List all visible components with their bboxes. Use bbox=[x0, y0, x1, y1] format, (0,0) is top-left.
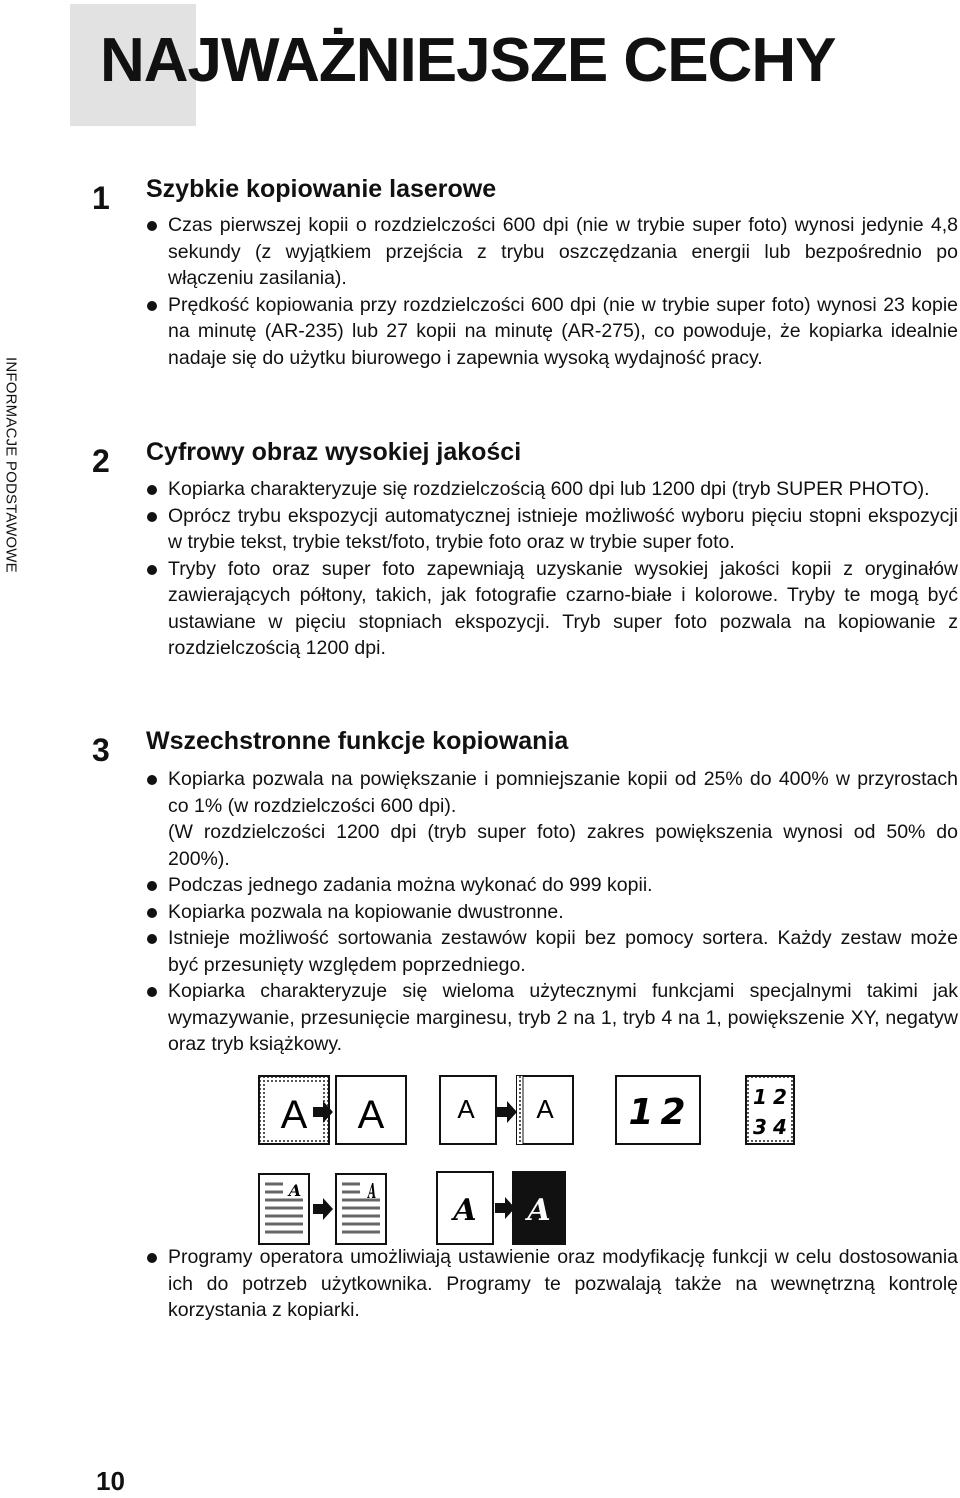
list-item: Kopiarka charakteryzuje się rozdzielczością 600 dpi lub 1200 dpi (tryb SUPER PHOTO). bbox=[146, 476, 958, 503]
svg-text:A: A bbox=[357, 1093, 385, 1137]
section-number: 3 bbox=[92, 732, 110, 768]
list-item: Kopiarka charakteryzuje się wieloma użytecznymi funkcjami specjalnymi takimi jak wymazywanie, przesunięcie marginesu, tryb 2 na 1, tryb 4 na 1, powiększenie XY, negatyw oraz tryb książkowy. bbox=[146, 978, 958, 1058]
negative-example bbox=[437, 1172, 565, 1244]
svg-text:3: 3 bbox=[753, 1115, 767, 1139]
bullet-icon bbox=[147, 881, 157, 891]
two-in-one-example bbox=[616, 1076, 700, 1144]
enlarge-example bbox=[259, 1076, 406, 1144]
illustration-svg bbox=[255, 1072, 795, 1248]
bullet-list bbox=[146, 766, 958, 1058]
bullet-list-after-figure bbox=[146, 1244, 958, 1324]
bullet-icon bbox=[147, 934, 157, 944]
list-item: Istnieje możliwość sortowania zestawów kopii bez pomocy sortera. Każdy zestaw może być przesunięty względem poprzedniego. bbox=[146, 925, 958, 978]
list-item: Czas pierwszej kopii o rozdzielczości 600 dpi (nie w trybie super foto) wynosi jedynie 4,8 sekundy (z wyjątkiem przejścia z trybu oszczędzania energii lub bezpośrednio po włączeniu zasilania). bbox=[146, 212, 958, 292]
list-item: Tryby foto oraz super foto zapewniają uzyskanie wysokiej jakości kopii z oryginałów zawierających półtony, takich, jak fotografie czarno-białe i kolorowe. Tryby te mogą być ustawiane w pięciu stopniach ekspozycji. Tryb super foto pozwala na kopiowanie z rozdzielczością 1200 dpi. bbox=[146, 556, 958, 662]
bullet-icon bbox=[147, 485, 157, 495]
svg-text:A: A bbox=[527, 1193, 551, 1228]
page-title: NAJWAŻNIEJSZE CECHY bbox=[100, 26, 836, 95]
svg-text:A: A bbox=[280, 1093, 308, 1137]
list-item: Kopiarka pozwala na powiększanie i pomniejszanie kopii od 25% do 400% w przyrostach co 1% (w rozdzielczości 600 dpi). (W rozdzielczości 1200 dpi (tryb super foto) zakres powiększenia wynosi od 50% do 200%). bbox=[146, 766, 958, 872]
svg-text:A: A bbox=[536, 1094, 554, 1124]
bullet-icon bbox=[147, 565, 157, 575]
bullet-note: (W rozdzielczości 1200 dpi (tryb super foto) zakres powiększenia wynosi od 50% do 200%). bbox=[168, 821, 958, 870]
page-number: 10 bbox=[96, 1466, 125, 1496]
list-item: Programy operatora umożliwiają ustawienie oraz modyfikację funkcji w celu dostosowania ich do potrzeb użytkownika. Programy te pozwalają także na wewnętrzną kontrolę korzystania z kopiarki. bbox=[146, 1244, 958, 1324]
section-heading: Wszechstronne funkcje kopiowania bbox=[146, 727, 569, 755]
svg-text:2: 2 bbox=[773, 1085, 787, 1109]
svg-text:1: 1 bbox=[628, 1092, 654, 1133]
bullet-icon bbox=[147, 221, 157, 231]
svg-text:A: A bbox=[457, 1094, 475, 1124]
section-number: 2 bbox=[92, 443, 110, 479]
bullet-list bbox=[146, 212, 958, 371]
bullet-icon bbox=[147, 1253, 157, 1263]
list-item: Podczas jednego zadania można wykonać do 999 kopii. bbox=[146, 872, 958, 899]
margin-shift-example bbox=[440, 1076, 573, 1144]
copy-functions-illustration bbox=[255, 1072, 795, 1248]
four-in-one-example bbox=[746, 1076, 794, 1144]
section-heading: Szybkie kopiowanie laserowe bbox=[146, 175, 497, 203]
bullet-icon bbox=[147, 512, 157, 522]
bullet-icon bbox=[147, 775, 157, 785]
svg-text:A: A bbox=[367, 1178, 377, 1203]
svg-text:4: 4 bbox=[773, 1115, 787, 1139]
list-item: Prędkość kopiowania przy rozdzielczości 600 dpi (nie w trybie super foto) wynosi 23 kopie na minutę (AR-235) lub 27 kopii na minutę (AR-275), co powoduje, że kopiarka idealnie nadaje się do użytku biurowego i zapewnia wysoką wydajność pracy. bbox=[146, 292, 958, 372]
bullet-list bbox=[146, 476, 958, 662]
xy-zoom-example bbox=[259, 1174, 386, 1244]
bullet-icon bbox=[147, 987, 157, 997]
side-tab bbox=[0, 300, 25, 630]
svg-text:2: 2 bbox=[660, 1092, 686, 1133]
section-heading: Cyfrowy obraz wysokiej jakości bbox=[146, 438, 522, 466]
list-item: Oprócz trybu ekspozycji automatycznej istnieje możliwość wyboru pięciu stopni ekspozycji w trybie tekst, trybie tekst/foto, trybie foto oraz w trybie super foto. bbox=[146, 503, 958, 556]
list-item: Kopiarka pozwala na kopiowanie dwustronne. bbox=[146, 899, 958, 926]
svg-text:A: A bbox=[453, 1193, 477, 1228]
bullet-icon bbox=[147, 301, 157, 311]
side-tab-label: INFORMACJE PODSTAWOWE bbox=[2, 357, 20, 573]
section-number: 1 bbox=[92, 180, 110, 216]
bullet-icon bbox=[147, 908, 157, 918]
svg-text:A: A bbox=[288, 1181, 302, 1200]
svg-text:1: 1 bbox=[753, 1085, 767, 1109]
